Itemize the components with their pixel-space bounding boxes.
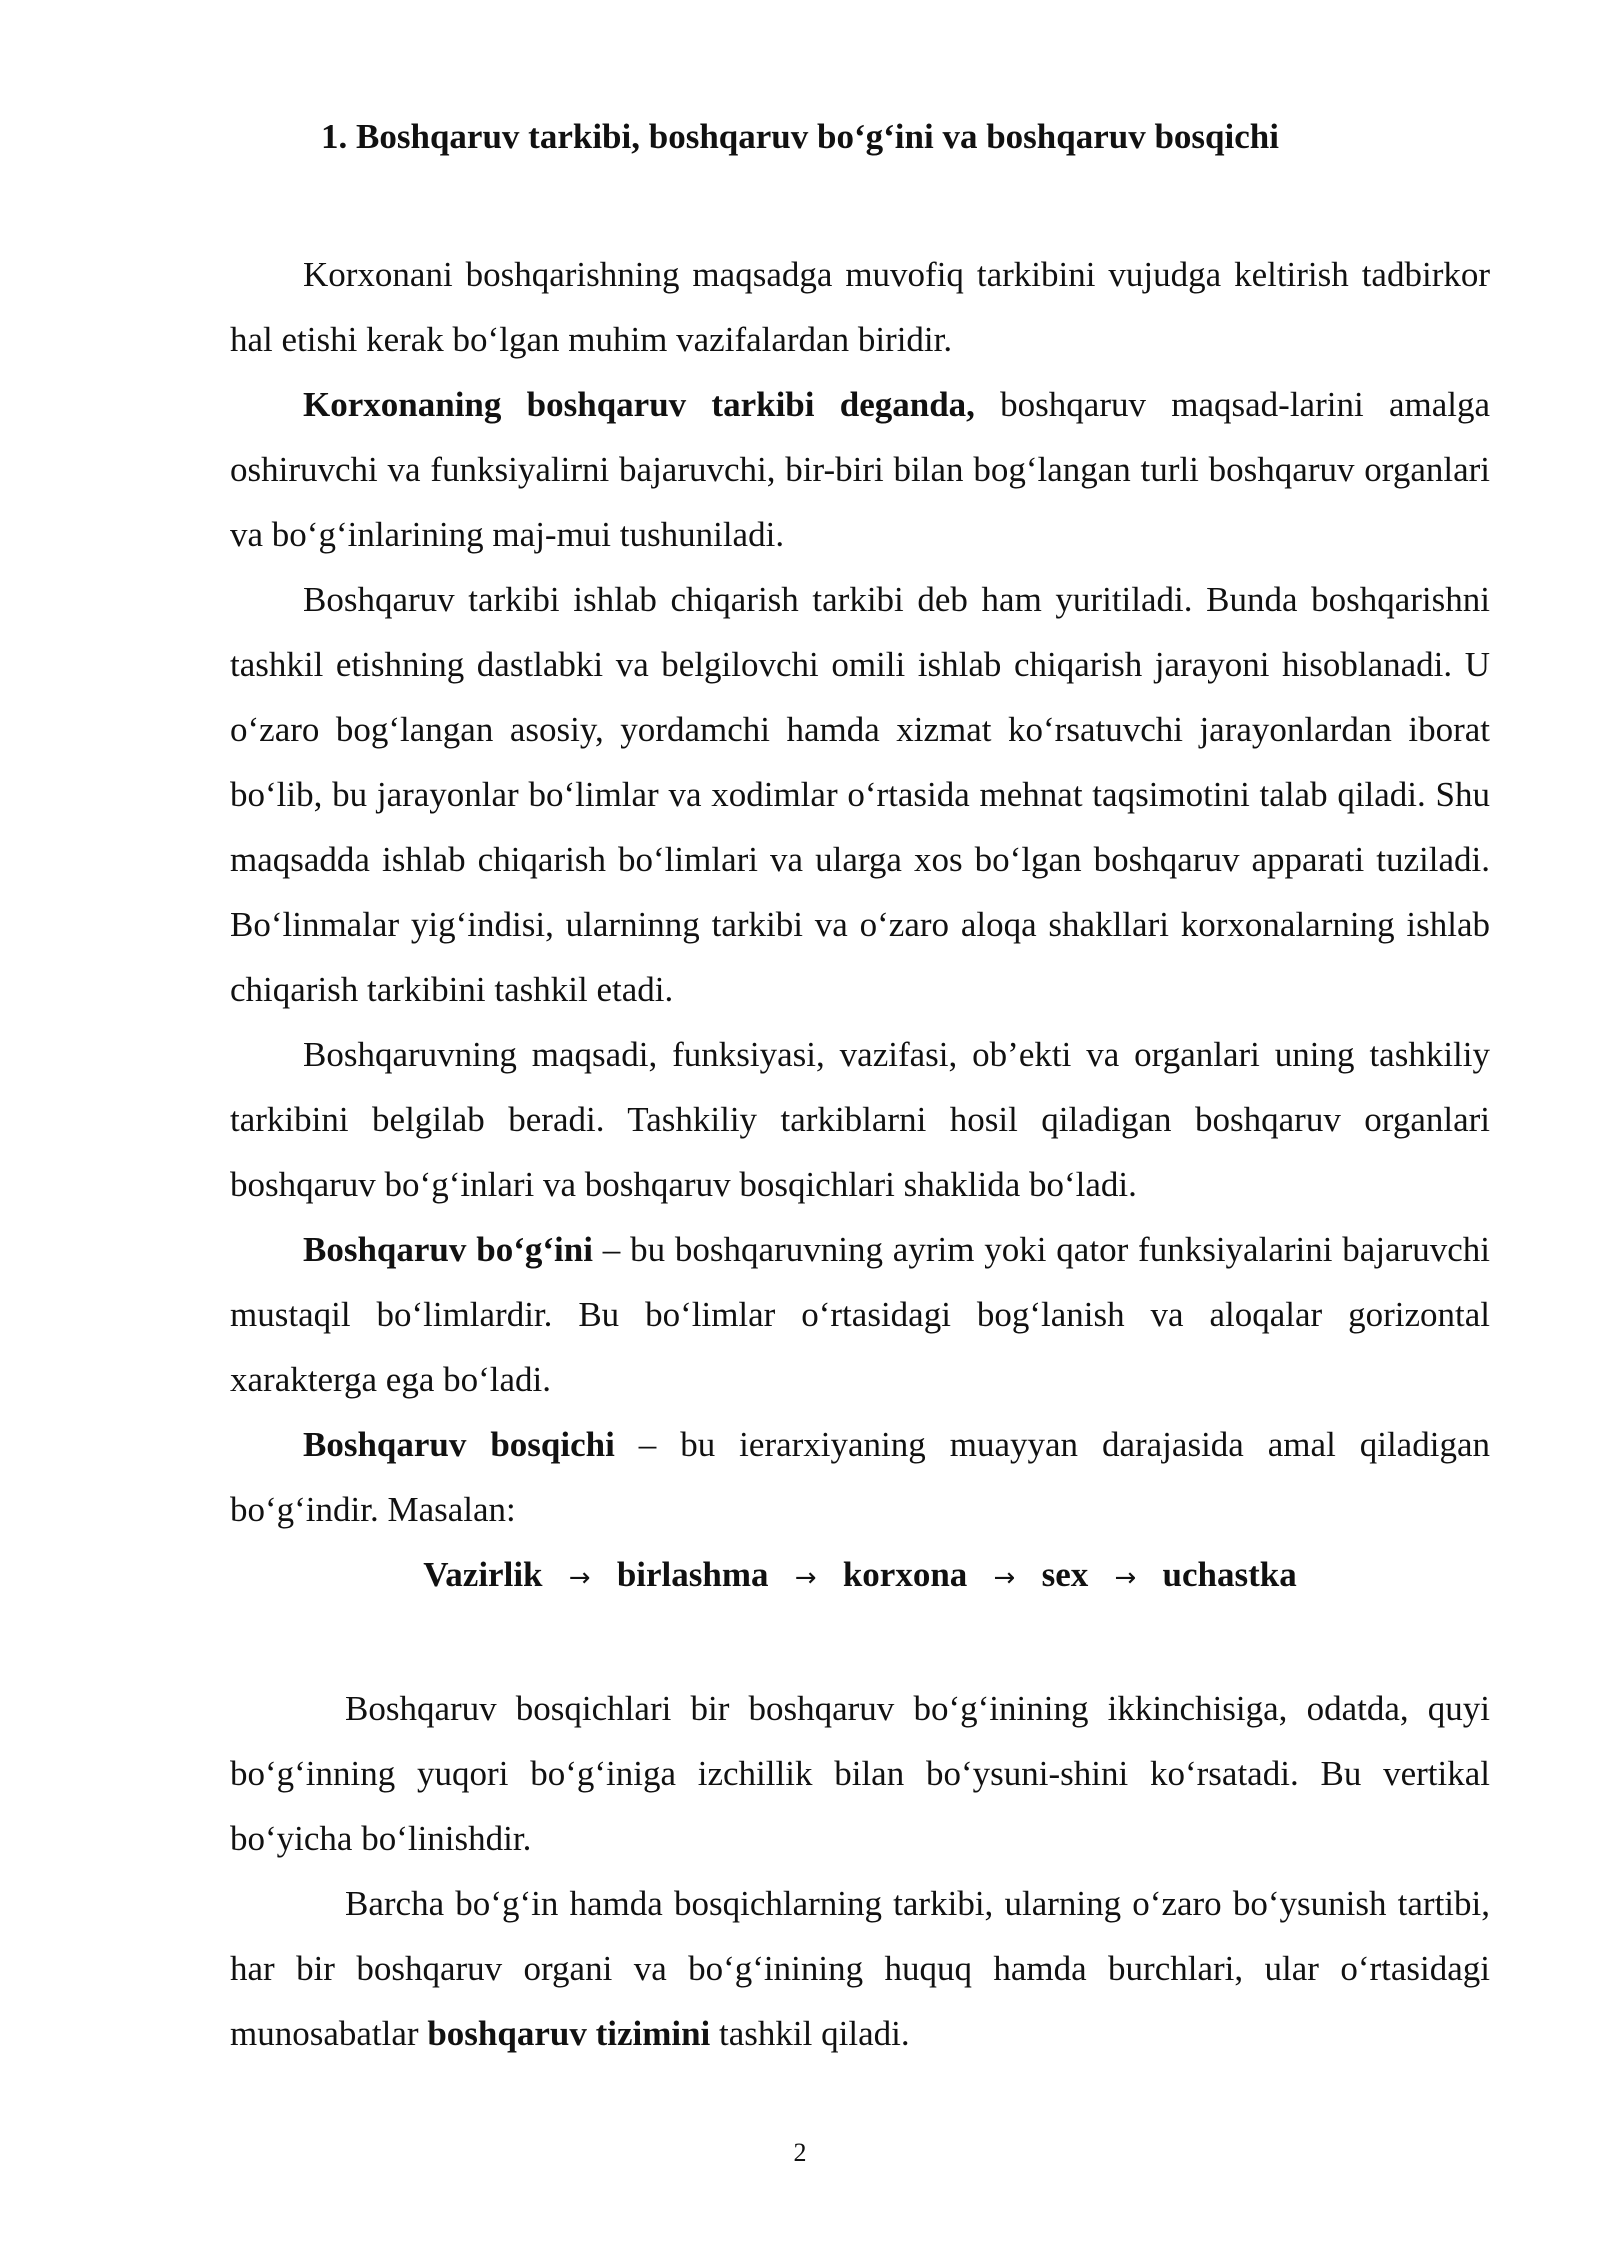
paragraph-management-system xyxy=(230,1871,1490,2066)
term-management-link: Boshqaruv bo‘g‘ini xyxy=(303,1230,593,1269)
paragraph-management-structure xyxy=(230,372,1490,567)
chain-item: uchastka xyxy=(1162,1555,1297,1594)
paragraph-organizational-structure xyxy=(230,1022,1490,1217)
arrow-right-icon: → xyxy=(794,1563,817,1593)
chain-item: sex xyxy=(1041,1555,1089,1594)
paragraph-text: Korxonani boshqarishning maqsadga muvofiq tarkibini vujudga keltirish tadbirkor hal etishi kerak bo‘lgan muhim vazifalardan biridir. xyxy=(230,255,1490,359)
hierarchy-chain xyxy=(230,1542,1490,1611)
paragraph-text: tashkil qiladi. xyxy=(710,2014,910,2053)
section-heading: 1. Boshqaruv tarkibi, boshqaruv bo‘g‘ini va boshqaruv bosqichi xyxy=(321,117,1279,156)
body-text xyxy=(230,242,1490,2066)
paragraph-text: Boshqaruvning maqsadi, funksiyasi, vazifasi, ob’ekti va organlari uning tashkiliy tarkibini belgilab beradi. Tashkiliy tarkiblarni hosil qiladigan boshqaruv organlari boshqaruv bo‘g‘inlari va boshqaruv bosqichlari shaklida bo‘ladi. xyxy=(230,1035,1490,1204)
paragraph-intro xyxy=(230,242,1490,372)
term-management-structure: Korxonaning boshqaruv tarkibi deganda, xyxy=(303,385,975,424)
paragraph-text: – bu ierarxiyaning muayyan darajasida amal qiladigan bo‘g‘indir. Masalan: xyxy=(230,1425,1490,1529)
term-management-system: boshqaruv tizimini xyxy=(427,2014,711,2053)
paragraph-management-stages xyxy=(230,1676,1490,1871)
arrow-right-icon: → xyxy=(1114,1563,1137,1593)
arrow-right-icon: → xyxy=(993,1563,1016,1593)
chain-item: korxona xyxy=(842,1555,968,1594)
paragraph-text: boshqaruv maqsad-larini amalga oshiruvchi va funksiyalirni bajaruvchi, bir-biri bilan bog‘langan turli boshqaruv organlari va bo‘g‘inlarining maj-mui tushuniladi. xyxy=(230,385,1490,554)
chain-item: birlashma xyxy=(616,1555,769,1594)
paragraph-production-structure xyxy=(230,567,1490,1022)
paragraph-management-link xyxy=(230,1217,1490,1412)
term-management-level: Boshqaruv bosqichi xyxy=(303,1425,615,1464)
page-number: 2 xyxy=(793,2138,807,2167)
arrow-right-icon: → xyxy=(568,1563,591,1593)
paragraph-text: Barcha bo‘g‘in hamda bosqichlarning tarkibi, ularning o‘zaro bo‘ysunish tartibi, har bir boshqaruv organi va bo‘g‘inining huquq hamda burchlari, ular o‘rtasidagi munosabatlar xyxy=(230,1884,1490,2053)
paragraph-management-level xyxy=(230,1412,1490,1542)
paragraph-text: Boshqaruv bosqichlari bir boshqaruv bo‘g‘inining ikkinchisiga, odatda, quyi bo‘g‘inning yuqori bo‘g‘iniga izchillik bilan bo‘ysuni-shini ko‘rsatadi. Bu vertikal bo‘yicha bo‘linishdir. xyxy=(230,1689,1490,1858)
paragraph-text: – bu boshqaruvning ayrim yoki qator funksiyalarini bajaruvchi mustaqil bo‘limlardir. Bu bo‘limlar o‘rtasidagi bog‘lanish va aloqalar gorizontal xarakterga ega bo‘ladi. xyxy=(230,1230,1490,1399)
paragraph-text: Boshqaruv tarkibi ishlab chiqarish tarkibi deb ham yuritiladi. Bunda boshqarishni tashkil etishning dastlabki va belgilovchi omili ishlab chiqarish jarayoni hisoblanadi. U o‘zaro bog‘langan asosiy, yordamchi hamda xizmat ko‘rsatuvchi jarayonlardan iborat bo‘lib, bu jarayonlar bo‘limlar va xodimlar o‘rtasida mehnat taqsimotini talab qiladi. Shu maqsadda ishlab chiqarish bo‘limlari va ularga xos bo‘lgan boshqaruv apparati tuziladi. Bo‘linmalar yig‘indisi, ularninng tarkibi va o‘zaro aloqa shakllari korxonalarning ishlab chiqarish tarkibini tashkil etadi. xyxy=(230,580,1490,1009)
chain-item: Vazirlik xyxy=(423,1555,543,1594)
